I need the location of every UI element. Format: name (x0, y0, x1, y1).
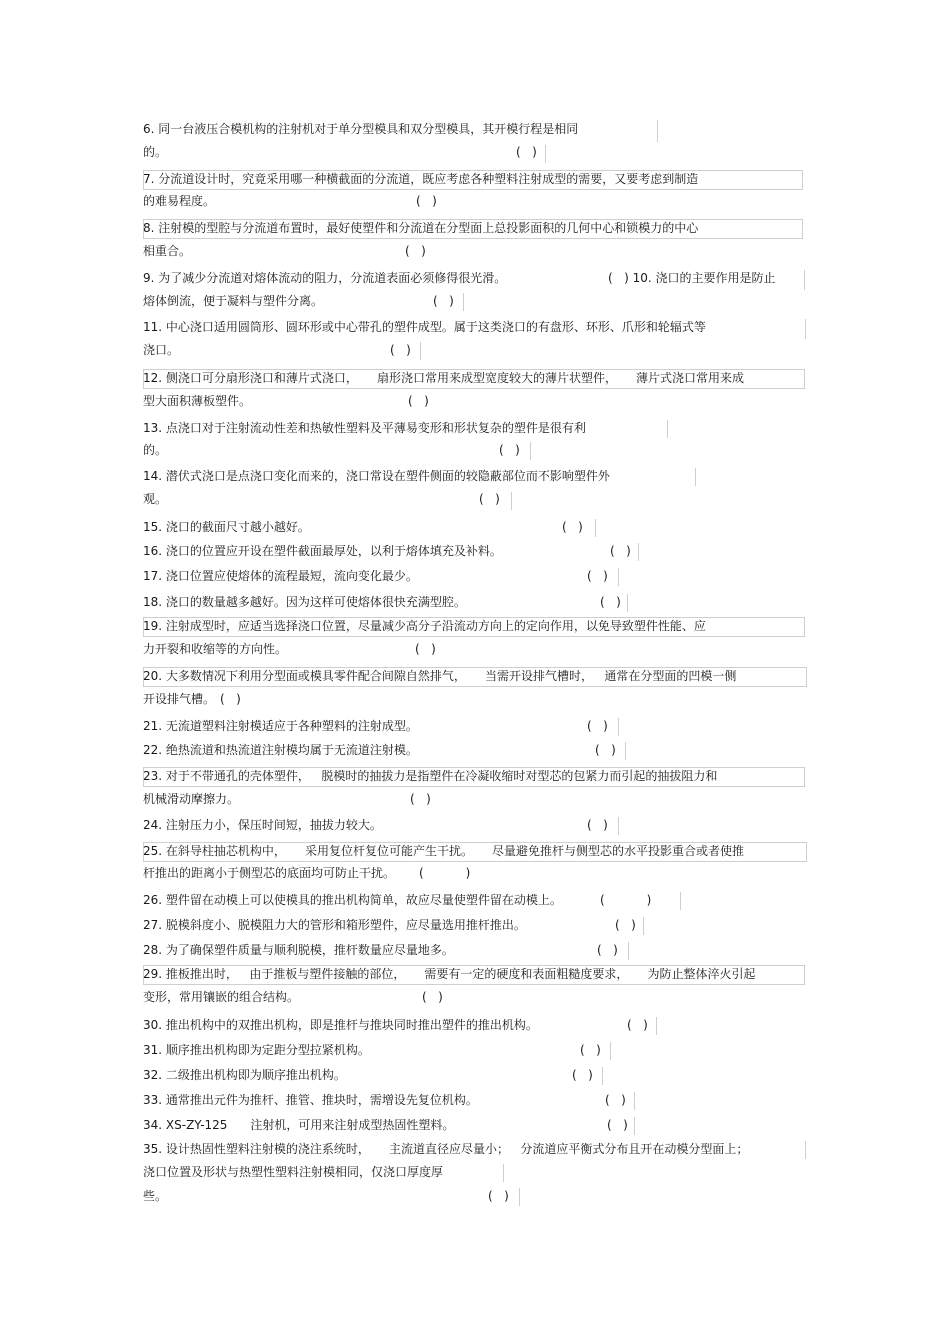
frame-line (657, 120, 658, 142)
question-text: 19. 注射成型时，应适当选择浇口位置，尽量减少高分子沿流动方向上的定向作用，以免导致塑件性能、应 (143, 619, 706, 633)
answer-parentheses: ( ) (562, 520, 583, 534)
answer-parentheses: ( ) (587, 719, 608, 733)
frame-line (618, 568, 619, 586)
answer-parentheses: ( ) (587, 818, 608, 832)
frame-line (530, 442, 531, 460)
question-text: 21. 无流道塑料注射模适应于各种塑料的注射成型。 (143, 719, 418, 733)
frame-line (638, 543, 639, 561)
frame-line (643, 917, 644, 935)
question-line (143, 863, 471, 883)
question-text: 些。 (143, 1189, 168, 1203)
question-text: 杆推出的距离小于侧型芯的底面均可防止干扰。 (143, 866, 396, 880)
answer-parentheses: ( ) (499, 443, 520, 457)
frame-line (634, 1092, 635, 1110)
question-line (143, 740, 616, 760)
question-text: 32. 二级推出机构即为顺序推出机构。 (143, 1068, 346, 1082)
question-line (143, 789, 431, 809)
answer-parentheses: ( ) (410, 792, 431, 806)
frame-line (625, 742, 626, 760)
answer-parentheses: ( ) (580, 1043, 601, 1057)
frame-line (618, 718, 619, 736)
question-text: 15. 浇口的截面尺寸越小越好。 (143, 520, 310, 534)
answer-parentheses: ( ) (600, 595, 621, 609)
question-line (143, 1186, 509, 1206)
frame-line (545, 145, 546, 163)
question-line (143, 987, 443, 1007)
question-text: 13. 点浇口对于注射流动性差和热敏性塑料及平薄易变形和形状复杂的塑件是很有利 (143, 421, 586, 435)
question-line (143, 964, 756, 984)
answer-parentheses: ( ) (516, 145, 537, 159)
answer-parentheses: ( ) (479, 492, 500, 506)
frame-line (602, 1067, 603, 1085)
question-text: 31. 顺序推出机构即为定距分型拉紧机构。 (143, 1043, 370, 1057)
question-text: 25. 在斜导柱抽芯机构中， 采用复位杆复位可能产生干扰。 尽量避免推杆与侧型芯的水平投影重合或者使推 (143, 844, 745, 858)
answer-parentheses: ( ) (390, 343, 411, 357)
question-line (143, 440, 520, 460)
answer-parentheses: ( ) (600, 893, 652, 907)
question-text: 型大面积薄板塑件。 (143, 394, 252, 408)
question-line (143, 517, 583, 537)
question-text: 16. 浇口的位置应开设在塑件截面最厚处，以利于熔体填充及补料。 (143, 544, 502, 558)
question-text: 力开裂和收缩等的方向性。 (143, 642, 288, 656)
question-line (143, 241, 426, 261)
question-text: 浇口。 (143, 343, 180, 357)
answer-parentheses: ( ) (433, 294, 454, 308)
question-line (143, 218, 698, 238)
frame-line (656, 1017, 657, 1035)
frame-line (503, 1164, 504, 1182)
answer-parentheses: ( ) (627, 1018, 648, 1032)
answer-parentheses: ( ) (597, 943, 618, 957)
question-text: 9. 为了减少分流道对熔体流动的阻力，分流道表面必须修得很光滑。 (143, 271, 507, 285)
question-text: 的难易程度。 (143, 194, 216, 208)
frame-line (680, 892, 681, 910)
question-text: 35. 设计热固性塑料注射模的浇注系统时， 主流道直径应尽量小； 分流道应平衡式分布且开在动模分型面上； (143, 1142, 749, 1156)
answer-parentheses: ( ) (488, 1189, 509, 1203)
question-line (143, 1015, 648, 1035)
question-line (143, 368, 744, 388)
question-line (143, 142, 537, 162)
answer-parentheses: ( ) (422, 990, 443, 1004)
answer-parentheses: ( ) 10. 浇口的主要作用是防止 (608, 271, 776, 285)
frame-line (463, 293, 464, 311)
question-line (143, 466, 610, 486)
frame-line (618, 817, 619, 835)
question-line (143, 191, 437, 211)
question-text: 变形，常用镶嵌的组合结构。 (143, 990, 300, 1004)
question-text: 6. 同一台液压合模机构的注射机对于单分型模具和双分型模具，其开模行程是相同 (143, 122, 579, 136)
frame-line (595, 519, 596, 537)
question-line (143, 716, 608, 736)
answer-parentheses: ( ) (416, 194, 437, 208)
question-text: 8. 注射模的型腔与分流道布置时，最好使塑件和分流道在分型面上总投影面积的几何中心和锁模力的中心 (143, 221, 699, 235)
question-line (143, 915, 636, 935)
question-line (143, 1065, 593, 1085)
frame-line (805, 1141, 806, 1159)
answer-parentheses: ( ) (415, 642, 436, 656)
answer-parentheses: ( ) (408, 394, 429, 408)
question-line (143, 616, 706, 636)
question-text: 18. 浇口的数量越多越好。因为这样可使熔体很快充满型腔。 (143, 595, 466, 609)
question-text: 33. 通常推出元件为推杆、推管、推块时，需增设先复位机构。 (143, 1093, 478, 1107)
question-line (143, 940, 618, 960)
frame-line (627, 594, 628, 612)
question-text: 观。 (143, 492, 168, 506)
answer-parentheses: ( ) (610, 544, 631, 558)
question-line (143, 268, 776, 288)
question-line (143, 566, 608, 586)
frame-line (805, 319, 806, 339)
question-text: 7. 分流道设计时，究竟采用哪一种横截面的分流道，既应考虑各种塑料注射成型的需要，又要考虑到制造 (143, 172, 699, 186)
frame-line (667, 420, 668, 438)
question-text: 22. 绝热流道和热流道注射模均属于无流道注射模。 (143, 743, 418, 757)
question-line (143, 169, 698, 189)
question-line (143, 340, 411, 360)
frame-line (628, 942, 629, 960)
question-line (143, 541, 631, 561)
question-line (143, 592, 621, 612)
question-text: 熔体倒流，便于凝料与塑件分离。 (143, 294, 324, 308)
answer-parentheses: ( ) (419, 866, 471, 880)
question-text: 27. 脱模斜度小、脱模阻力大的管形和箱形塑件，应尽量选用推杆推出。 (143, 918, 526, 932)
question-line (143, 841, 744, 861)
question-line (143, 1162, 443, 1182)
question-line (143, 1090, 626, 1110)
frame-line (634, 1117, 635, 1135)
answer-parentheses: ( ) (220, 692, 241, 706)
question-text: 24. 注射压力小，保压时间短，抽拔力较大。 (143, 818, 382, 832)
frame-line (511, 492, 512, 510)
question-text: 23. 对于不带通孔的壳体塑件， 脱模时的抽拔力是指塑件在冷凝收缩时对型芯的包紧力而引起的抽拔阻力和 (143, 769, 718, 783)
question-text: 29. 推板推出时， 由于推板与塑件接触的部位， 需要有一定的硬度和表面粗糙度要求， 为防止整体淬火引起 (143, 967, 756, 981)
question-text: 12. 侧浇口可分扇形浇口和薄片式浇口， 扇形浇口常用来成型宽度较大的薄片状塑件， 薄片式浇口常用来成 (143, 371, 745, 385)
question-line (143, 418, 586, 438)
question-text: 的。 (143, 443, 168, 457)
frame-line (804, 270, 805, 290)
question-text: 相重合。 (143, 244, 192, 258)
answer-parentheses: ( ) (615, 918, 636, 932)
question-text: 20. 大多数情况下利用分型面或模具零件配合间隙自然排气， 当需开设排气槽时， 通常在分型面的凹模一侧 (143, 669, 737, 683)
question-text: 34. XS-ZY-125 注射机，可用来注射成型热固性塑料。 (143, 1118, 455, 1132)
frame-line (519, 1188, 520, 1206)
frame-line (695, 468, 696, 486)
answer-parentheses: ( ) (607, 1118, 628, 1132)
question-line (143, 1040, 601, 1060)
question-text: 开设排气槽。 (143, 692, 216, 706)
question-text: 浇口位置及形状与热塑性塑料注射模相同，仅浇口厚度厚 (143, 1165, 444, 1179)
question-text: 的。 (143, 145, 168, 159)
question-line (143, 489, 500, 509)
question-line (143, 639, 436, 659)
question-line (143, 1115, 628, 1135)
question-text: 机械滑动摩擦力。 (143, 792, 240, 806)
answer-parentheses: ( ) (587, 569, 608, 583)
question-text: 30. 推出机构中的双推出机构，即是推杆与推块同时推出塑件的推出机构。 (143, 1018, 538, 1032)
answer-parentheses: ( ) (572, 1068, 593, 1082)
question-line (143, 890, 652, 910)
answer-parentheses: ( ) (605, 1093, 626, 1107)
answer-parentheses: ( ) (405, 244, 426, 258)
frame-line (610, 1042, 611, 1060)
question-text: 17. 浇口位置应使熔体的流程最短，流向变化最少。 (143, 569, 418, 583)
question-text: 14. 潜伏式浇口是点浇口变化而来的，浇口常设在塑件侧面的较隐蔽部位而不影响塑件外 (143, 469, 610, 483)
answer-parentheses: ( ) (595, 743, 616, 757)
question-text: 11. 中心浇口适用圆筒形、圆环形或中心带孔的塑件成型。属于这类浇口的有盘形、环形、爪形和轮辐式等 (143, 320, 706, 334)
question-line (143, 1139, 748, 1159)
question-line (143, 317, 706, 337)
question-line (143, 766, 717, 786)
question-line (143, 119, 578, 139)
question-line (143, 291, 454, 311)
question-line (143, 666, 736, 686)
question-text: 26. 塑件留在动模上可以使模具的推出机构简单，故应尽量使塑件留在动模上。 (143, 893, 562, 907)
question-line (143, 815, 608, 835)
question-line (143, 391, 429, 411)
frame-line (420, 342, 421, 360)
question-text: 28. 为了确保塑件质量与顺利脱模，推杆数量应尽量地多。 (143, 943, 454, 957)
question-line (143, 689, 241, 709)
